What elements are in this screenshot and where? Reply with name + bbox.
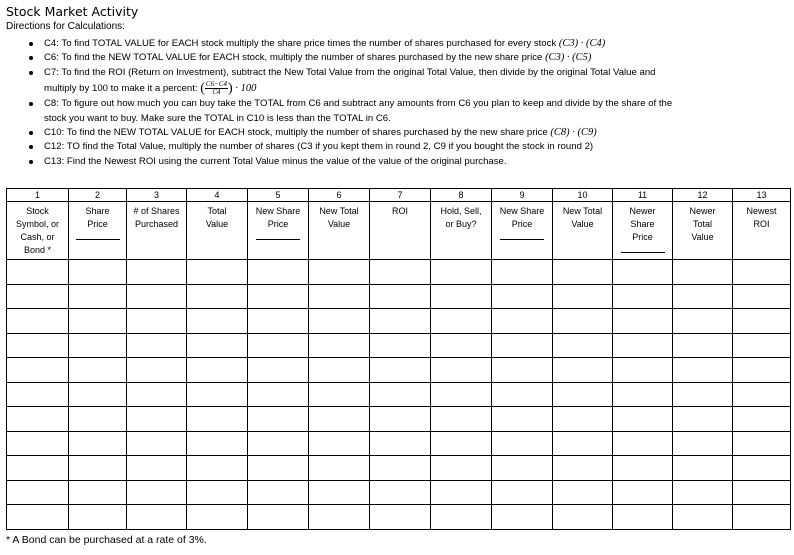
table-cell[interactable] (309, 284, 370, 309)
table-cell[interactable] (733, 382, 791, 407)
table-cell[interactable] (492, 480, 553, 505)
table-cell[interactable] (613, 480, 673, 505)
answer-underline (621, 252, 665, 253)
table-cell[interactable] (673, 431, 733, 456)
table-cell[interactable] (613, 260, 673, 285)
table-cell[interactable] (248, 358, 309, 383)
table-cell[interactable] (187, 456, 248, 481)
table-cell[interactable] (7, 260, 69, 285)
table-cell[interactable] (553, 382, 613, 407)
column-header-line: Share (85, 206, 110, 216)
table-row (7, 480, 791, 505)
table-cell[interactable] (370, 407, 431, 432)
column-number: 13 (733, 189, 791, 202)
column-header-line: Stock (26, 206, 49, 216)
table-cell[interactable] (553, 260, 613, 285)
column-header (492, 202, 553, 260)
column-header-line: Newer (629, 206, 656, 216)
table-cell[interactable] (309, 309, 370, 334)
table-cell[interactable] (673, 284, 733, 309)
table-cell[interactable] (673, 456, 733, 481)
table-cell[interactable] (673, 505, 733, 530)
table-cell[interactable] (431, 333, 492, 358)
column-header-row (7, 202, 791, 260)
table-cell[interactable] (492, 333, 553, 358)
column-header (69, 202, 127, 260)
table-cell[interactable] (673, 333, 733, 358)
direction-c7: C7: To find the ROI (Return on Investment), subtract the New Total Value from the original Total Value, then divide by the original Total Value and multiply by 100 to make it a percent: ( $\frac{C6-C4}{C4}$ ) · 100 (26, 66, 786, 97)
table-cell[interactable] (492, 358, 553, 383)
roi-fraction: $\frac{C6-C4}{C4}$ (205, 80, 227, 97)
table-cell[interactable] (370, 480, 431, 505)
table-cell[interactable] (431, 358, 492, 383)
column-number: 10 (553, 189, 613, 202)
table-cell[interactable] (127, 480, 187, 505)
column-header-line: Purchased (134, 219, 179, 229)
table-cell[interactable] (248, 284, 309, 309)
table-row (7, 284, 791, 309)
table-cell[interactable] (492, 505, 553, 530)
table-cell[interactable] (613, 407, 673, 432)
column-header-line: or Buy? (445, 219, 477, 229)
table-cell[interactable] (187, 480, 248, 505)
column-header-line: New Share (255, 206, 301, 216)
column-header-line: # of Shares (133, 206, 180, 216)
column-header-line: Price (511, 219, 533, 229)
table-cell[interactable] (309, 333, 370, 358)
column-header-line: Cash, or (20, 232, 55, 242)
table-cell[interactable] (673, 382, 733, 407)
table-cell[interactable] (370, 284, 431, 309)
table-cell[interactable] (553, 431, 613, 456)
table-row (7, 333, 791, 358)
table-cell[interactable] (613, 358, 673, 383)
table-cell[interactable] (187, 505, 248, 530)
table-cell[interactable] (7, 382, 69, 407)
column-header (431, 202, 492, 260)
table-cell[interactable] (7, 358, 69, 383)
table-cell[interactable] (553, 407, 613, 432)
table-cell[interactable] (187, 358, 248, 383)
column-header-line: Value (571, 219, 594, 229)
column-header-line: Bond * (23, 245, 52, 255)
directions-heading: Directions for Calculations: (6, 21, 125, 32)
column-number-row (7, 189, 791, 202)
column-header (187, 202, 248, 260)
bond-footnote: * A Bond can be purchased at a rate of 3%. (6, 534, 207, 546)
table-cell[interactable] (492, 456, 553, 481)
table-cell[interactable] (187, 260, 248, 285)
column-header-line: New Total (319, 206, 359, 216)
table-cell[interactable] (187, 284, 248, 309)
table-cell[interactable] (673, 407, 733, 432)
column-header-line: Value (691, 232, 714, 242)
table-cell[interactable] (248, 382, 309, 407)
table-cell[interactable] (431, 480, 492, 505)
table-cell[interactable] (431, 284, 492, 309)
table-cell[interactable] (492, 309, 553, 334)
column-header-line: Value (327, 219, 351, 229)
table-row (7, 505, 791, 530)
table-cell[interactable] (127, 431, 187, 456)
table-cell[interactable] (127, 358, 187, 383)
column-header-line: ROI (753, 219, 770, 229)
table-cell[interactable] (187, 309, 248, 334)
table-cell[interactable] (431, 407, 492, 432)
column-number: 12 (673, 189, 733, 202)
table-cell[interactable] (733, 431, 791, 456)
direction-c6: C6: To find the NEW TOTAL VALUE for EACH stock, multiply the number of shares purchased by the new share price (C3) · (C5) (26, 51, 786, 65)
table-cell[interactable] (187, 407, 248, 432)
table-cell[interactable] (309, 407, 370, 432)
column-number: 7 (370, 189, 431, 202)
table-cell[interactable] (431, 260, 492, 285)
table-cell[interactable] (370, 333, 431, 358)
table-cell[interactable] (492, 260, 553, 285)
table-cell[interactable] (309, 382, 370, 407)
column-header-line: Symbol, or (15, 219, 59, 229)
direction-c13: C13: Find the Newest ROI using the current Total Value minus the value of the value of the original purchase. (26, 155, 786, 169)
table-cell[interactable] (309, 260, 370, 285)
table-cell[interactable] (370, 431, 431, 456)
table-row (7, 407, 791, 432)
column-header-line: Price (632, 232, 653, 242)
table-cell[interactable] (248, 309, 309, 334)
table-cell[interactable] (69, 480, 127, 505)
table-cell[interactable] (127, 505, 187, 530)
table-cell[interactable] (553, 358, 613, 383)
table-cell[interactable] (69, 505, 127, 530)
table-cell[interactable] (613, 456, 673, 481)
column-header (248, 202, 309, 260)
table-cell[interactable] (7, 309, 69, 334)
column-header (309, 202, 370, 260)
table-cell[interactable] (553, 505, 613, 530)
column-number: 4 (187, 189, 248, 202)
column-header-line: New Total (562, 206, 603, 216)
column-number: 6 (309, 189, 370, 202)
column-number: 3 (127, 189, 187, 202)
column-header-line: New Share (499, 206, 545, 216)
column-header-line: Total (692, 219, 712, 229)
column-header-line: Hold, Sell, (440, 206, 482, 216)
stock-activity-table (6, 188, 791, 530)
table-cell[interactable] (187, 382, 248, 407)
column-header-line: Total (207, 206, 227, 216)
column-number: 1 (7, 189, 69, 202)
table-cell[interactable] (553, 333, 613, 358)
table-cell[interactable] (69, 407, 127, 432)
table-cell[interactable] (613, 284, 673, 309)
table-cell[interactable] (673, 260, 733, 285)
answer-underline (500, 239, 544, 240)
table-cell[interactable] (431, 382, 492, 407)
table-cell[interactable] (370, 358, 431, 383)
table-cell[interactable] (370, 260, 431, 285)
table-cell[interactable] (553, 309, 613, 334)
table-cell[interactable] (127, 456, 187, 481)
table-cell[interactable] (69, 431, 127, 456)
table-cell[interactable] (7, 505, 69, 530)
table-cell[interactable] (69, 284, 127, 309)
table-cell[interactable] (248, 407, 309, 432)
table-cell[interactable] (613, 505, 673, 530)
table-cell[interactable] (69, 333, 127, 358)
table-cell[interactable] (127, 407, 187, 432)
table-cell[interactable] (370, 456, 431, 481)
direction-c4: C4: To find TOTAL VALUE for EACH stock multiply the share price times the number of shares purchased for every stock (C3) · (C4) (26, 37, 786, 51)
table-cell[interactable] (733, 505, 791, 530)
column-header-line: Price (267, 219, 289, 229)
table-cell[interactable] (492, 382, 553, 407)
table-cell[interactable] (127, 260, 187, 285)
column-header-line: Share (630, 219, 655, 229)
table-cell[interactable] (553, 456, 613, 481)
column-number: 5 (248, 189, 309, 202)
table-cell[interactable] (673, 358, 733, 383)
table-row (7, 260, 791, 285)
directions-list (26, 37, 786, 169)
table-row (7, 358, 791, 383)
column-header-line: Price (87, 219, 108, 229)
table-cell[interactable] (187, 333, 248, 358)
table-cell[interactable] (733, 407, 791, 432)
column-header (127, 202, 187, 260)
column-number: 2 (69, 189, 127, 202)
column-header-line: Value (205, 219, 229, 229)
table-cell[interactable] (7, 284, 69, 309)
table-cell[interactable] (370, 505, 431, 530)
table-cell[interactable] (127, 284, 187, 309)
table-cell[interactable] (370, 309, 431, 334)
table-cell[interactable] (733, 260, 791, 285)
table-cell[interactable] (248, 260, 309, 285)
table-cell[interactable] (69, 456, 127, 481)
table-cell[interactable] (613, 333, 673, 358)
table-cell[interactable] (613, 382, 673, 407)
table-cell[interactable] (127, 382, 187, 407)
table-cell[interactable] (248, 456, 309, 481)
table-cell[interactable] (309, 358, 370, 383)
table-row (7, 456, 791, 481)
table-cell[interactable] (733, 333, 791, 358)
column-number: 9 (492, 189, 553, 202)
table-cell[interactable] (431, 309, 492, 334)
column-header (733, 202, 791, 260)
column-header-line: ROI (391, 206, 408, 216)
table-cell[interactable] (7, 407, 69, 432)
answer-underline (76, 239, 120, 240)
table-row (7, 431, 791, 456)
table-cell[interactable] (613, 309, 673, 334)
table-cell[interactable] (309, 505, 370, 530)
column-number: 11 (613, 189, 673, 202)
table-cell[interactable] (733, 284, 791, 309)
table-cell[interactable] (431, 505, 492, 530)
table-cell[interactable] (248, 480, 309, 505)
table-cell[interactable] (492, 407, 553, 432)
table-cell[interactable] (248, 431, 309, 456)
direction-c10: C10: To find the NEW TOTAL VALUE for EACH stock, multiply the number of shares purchased by the new share price (C8) · (C9) (26, 126, 786, 140)
table-cell[interactable] (553, 284, 613, 309)
table-cell[interactable] (733, 309, 791, 334)
table-cell[interactable] (69, 260, 127, 285)
table-cell[interactable] (248, 333, 309, 358)
table-cell[interactable] (370, 382, 431, 407)
column-header-line: Newer (689, 206, 716, 216)
column-header (7, 202, 69, 260)
table-cell[interactable] (7, 480, 69, 505)
column-header (553, 202, 613, 260)
table-cell[interactable] (7, 431, 69, 456)
table-cell[interactable] (492, 284, 553, 309)
direction-c8: C8: To figure out how much you can buy take the TOTAL from C6 and subtract any amounts from C6 you plan to keep and divide by the share of the stock you want to buy. Make sure the TOTAL in C10 is less than the TOTAL in C6. (26, 97, 786, 126)
direction-c12: C12: TO find the Total Value, multiply the number of shares (C3 if you kept them in round 2, C9 if you bought the stock in round 2) (26, 140, 786, 154)
table-cell[interactable] (248, 505, 309, 530)
table-cell[interactable] (69, 358, 127, 383)
table-cell[interactable] (492, 431, 553, 456)
table-cell[interactable] (69, 382, 127, 407)
table-cell[interactable] (733, 480, 791, 505)
table-cell[interactable] (673, 480, 733, 505)
answer-underline (256, 239, 300, 240)
page-title: Stock Market Activity (6, 4, 139, 19)
column-header-line: Newest (746, 206, 777, 216)
table-cell[interactable] (431, 431, 492, 456)
table-cell[interactable] (309, 431, 370, 456)
table-cell[interactable] (733, 358, 791, 383)
table-cell[interactable] (69, 309, 127, 334)
column-header (613, 202, 673, 260)
table-row (7, 309, 791, 334)
table-cell[interactable] (733, 456, 791, 481)
table-cell[interactable] (7, 333, 69, 358)
table-cell[interactable] (187, 431, 248, 456)
table-cell[interactable] (309, 456, 370, 481)
column-header (370, 202, 431, 260)
column-number: 8 (431, 189, 492, 202)
column-header (673, 202, 733, 260)
table-row (7, 382, 791, 407)
table-cell[interactable] (431, 456, 492, 481)
table-cell[interactable] (7, 456, 69, 481)
table-cell[interactable] (613, 431, 673, 456)
table-cell[interactable] (127, 333, 187, 358)
table-cell[interactable] (309, 480, 370, 505)
table-cell[interactable] (553, 480, 613, 505)
table-cell[interactable] (673, 309, 733, 334)
table-cell[interactable] (127, 309, 187, 334)
